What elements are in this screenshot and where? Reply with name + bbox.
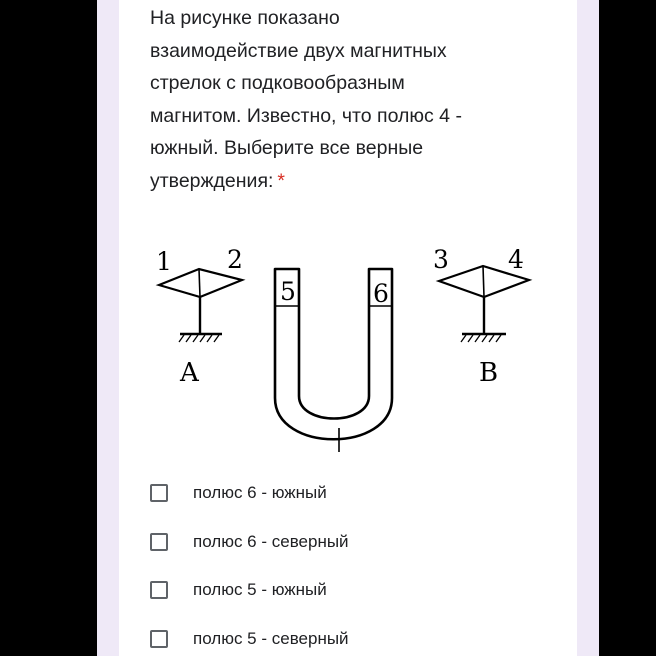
question-line: южный. Выберите все верные bbox=[150, 137, 424, 159]
question-line: взаимодействие двух магнитных bbox=[150, 39, 447, 62]
question-line: утверждения: bbox=[150, 169, 274, 192]
checkbox[interactable] bbox=[150, 484, 168, 502]
needle-label-a: A bbox=[180, 358, 199, 388]
required-asterisk: * bbox=[277, 169, 286, 192]
page-background-strip-left bbox=[97, 0, 119, 656]
option-label: полюс 6 - южный bbox=[193, 483, 327, 502]
pole-label-4: 4 bbox=[508, 245, 524, 274]
pole-label-1: 1 bbox=[156, 247, 172, 276]
checkbox[interactable] bbox=[150, 630, 168, 648]
question-line: магнитом. Известно, что полюс 4 - bbox=[150, 104, 462, 127]
pole-label-6: 6 bbox=[373, 279, 389, 308]
option-pole5-south[interactable] bbox=[150, 570, 550, 610]
question-card bbox=[119, 0, 577, 656]
option-label: полюс 6 - северный bbox=[193, 532, 349, 551]
option-pole6-north[interactable] bbox=[150, 522, 550, 562]
question-title bbox=[150, 2, 560, 197]
checkbox[interactable] bbox=[150, 533, 168, 551]
pole-label-5: 5 bbox=[280, 277, 296, 306]
option-label: полюс 5 - северный bbox=[193, 629, 349, 648]
question-line: стрелок с подковообразным bbox=[150, 72, 405, 94]
magnet-diagram bbox=[144, 238, 554, 463]
pole-label-2: 2 bbox=[227, 245, 243, 274]
option-pole5-north[interactable] bbox=[150, 619, 550, 656]
magnetic-needle-b bbox=[439, 266, 529, 342]
page-background-strip-right bbox=[577, 0, 599, 656]
option-pole6-south[interactable] bbox=[150, 473, 550, 513]
checkbox[interactable] bbox=[150, 581, 168, 599]
pole-label-3: 3 bbox=[433, 245, 449, 274]
question-line: На рисунке показано bbox=[150, 7, 340, 29]
magnetic-needle-a bbox=[159, 269, 242, 342]
option-label: полюс 5 - южный bbox=[193, 580, 327, 599]
needle-label-b: B bbox=[479, 358, 499, 388]
